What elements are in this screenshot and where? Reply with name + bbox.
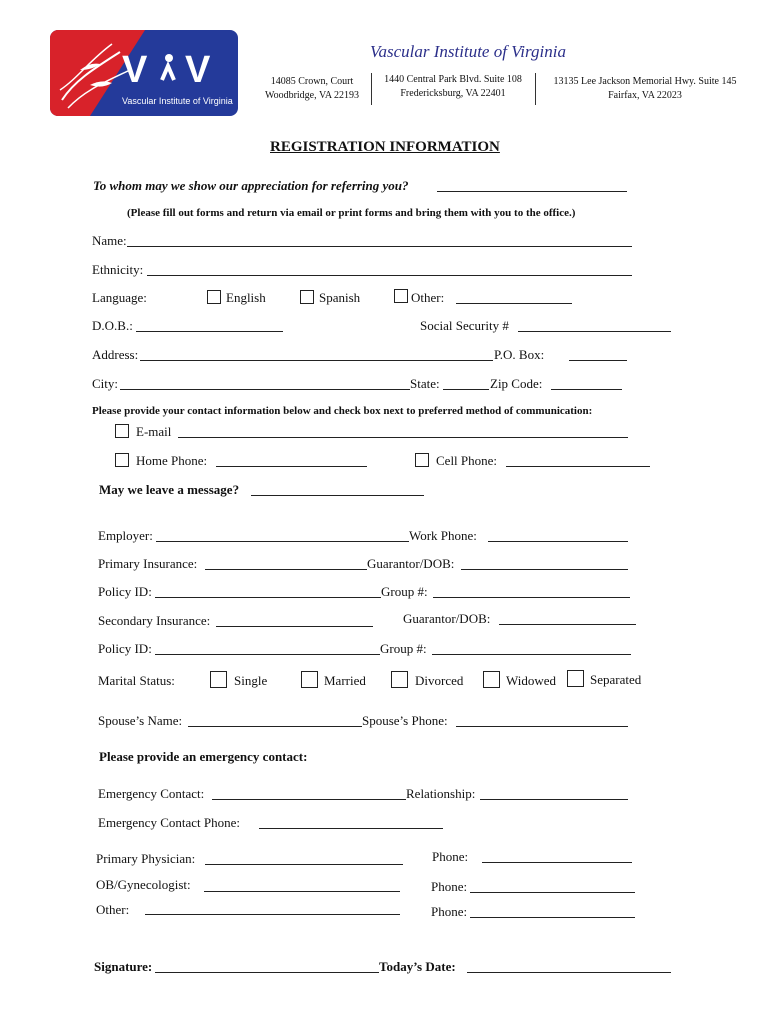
other-physician-field[interactable] bbox=[145, 914, 400, 915]
state-field[interactable] bbox=[443, 389, 489, 390]
group-label: Group #: bbox=[381, 584, 428, 599]
emergency-phone-label: Emergency Contact Phone: bbox=[98, 815, 241, 830]
divorced-checkbox[interactable] bbox=[391, 671, 408, 688]
spouse-phone-label: Spouse’s Phone: bbox=[362, 713, 448, 728]
guarantor-dob-label: Guarantor/DOB: bbox=[367, 556, 455, 571]
ssn-field[interactable] bbox=[518, 331, 671, 332]
other-physician-label: Other: bbox=[96, 902, 130, 917]
svg-text:V: V bbox=[185, 49, 211, 91]
other-language-checkbox[interactable] bbox=[394, 289, 408, 303]
other-language-label: Other: bbox=[411, 290, 445, 305]
state-label: State: bbox=[410, 376, 440, 391]
address-fairfax bbox=[540, 75, 750, 103]
separated-checkbox[interactable] bbox=[567, 670, 584, 687]
spouse-phone-field[interactable] bbox=[456, 726, 628, 727]
guarantor-dob2-field[interactable] bbox=[499, 624, 636, 625]
cell-phone-field[interactable] bbox=[506, 466, 650, 467]
guarantor-dob2-label: Guarantor/DOB: bbox=[403, 611, 491, 626]
work-phone-label: Work Phone: bbox=[409, 528, 477, 543]
obgyn-label: OB/Gynecologist: bbox=[96, 877, 191, 892]
other-physician-phone-label: Phone: bbox=[431, 904, 468, 919]
dob-field[interactable] bbox=[136, 331, 283, 332]
zip-label: Zip Code: bbox=[490, 376, 543, 391]
obgyn-field[interactable] bbox=[204, 891, 400, 892]
spouse-name-label: Spouse’s Name: bbox=[98, 713, 183, 728]
primary-physician-label: Primary Physician: bbox=[96, 851, 196, 866]
zip-field[interactable] bbox=[551, 389, 622, 390]
cell-phone-checkbox[interactable] bbox=[415, 453, 429, 467]
email-checkbox[interactable] bbox=[115, 424, 129, 438]
primary-insurance-label: Primary Insurance: bbox=[98, 556, 198, 571]
divider bbox=[371, 73, 372, 105]
employer-label: Employer: bbox=[98, 528, 153, 543]
obgyn-phone-label: Phone: bbox=[431, 879, 468, 894]
po-box-label: P.O. Box: bbox=[494, 347, 545, 362]
language-label: Language: bbox=[92, 290, 147, 305]
marital-status-label: Marital Status: bbox=[98, 673, 175, 688]
city-field[interactable] bbox=[120, 389, 410, 390]
signature-label: Signature: bbox=[94, 959, 153, 974]
widowed-checkbox[interactable] bbox=[483, 671, 500, 688]
married-label: Married bbox=[324, 673, 366, 688]
ssn-label: Social Security # bbox=[420, 318, 509, 333]
institute-name: Vascular Institute of Virginia bbox=[370, 42, 566, 61]
single-label: Single bbox=[234, 673, 268, 688]
ethnicity-label: Ethnicity: bbox=[92, 262, 144, 277]
policy-id-label: Policy ID: bbox=[98, 584, 152, 599]
spouse-name-field[interactable] bbox=[188, 726, 362, 727]
home-phone-label: Home Phone: bbox=[136, 453, 208, 468]
referral-field[interactable] bbox=[437, 191, 627, 192]
address-line: Fredericksburg, VA 22401 bbox=[400, 88, 506, 99]
secondary-insurance-label: Secondary Insurance: bbox=[98, 613, 211, 628]
spanish-checkbox[interactable] bbox=[300, 290, 314, 304]
address-label: Address: bbox=[92, 347, 139, 362]
divorced-label: Divorced bbox=[415, 673, 464, 688]
primary-physician-phone-label: Phone: bbox=[432, 849, 469, 864]
spanish-label: Spanish bbox=[319, 290, 361, 305]
todays-date-field[interactable] bbox=[467, 972, 671, 973]
primary-insurance-field[interactable] bbox=[205, 569, 367, 570]
primary-physician-phone-field[interactable] bbox=[482, 862, 632, 863]
separated-label: Separated bbox=[590, 672, 642, 687]
referral-question: To whom may we show our appreciation for referring you? bbox=[93, 178, 409, 193]
message-question: May we leave a message? bbox=[99, 482, 240, 497]
email-field[interactable] bbox=[178, 437, 628, 438]
email-label: E-mail bbox=[136, 424, 172, 439]
name-label: Name: bbox=[92, 233, 127, 248]
todays-date-label: Today’s Date: bbox=[379, 959, 456, 974]
instructions: (Please fill out forms and return via email or print forms and bring them with you to the office.) bbox=[127, 207, 576, 219]
widowed-label: Widowed bbox=[506, 673, 557, 688]
address-line: Woodbridge, VA 22193 bbox=[264, 90, 360, 101]
address-line: 14085 Crown, Court bbox=[270, 76, 354, 87]
relationship-field[interactable] bbox=[480, 799, 628, 800]
address-woodbridge bbox=[252, 75, 372, 103]
emergency-heading: Please provide an emergency contact: bbox=[99, 749, 308, 764]
address-line: Fairfax, VA 22023 bbox=[608, 90, 682, 101]
single-checkbox[interactable] bbox=[210, 671, 227, 688]
obgyn-phone-field[interactable] bbox=[470, 892, 635, 893]
address-field[interactable] bbox=[140, 360, 493, 361]
divider bbox=[535, 73, 536, 105]
home-phone-checkbox[interactable] bbox=[115, 453, 129, 467]
name-field[interactable] bbox=[127, 246, 632, 247]
english-checkbox[interactable] bbox=[207, 290, 221, 304]
address-line: 13135 Lee Jackson Memorial Hwy. Suite 145 bbox=[553, 76, 737, 87]
po-box-field[interactable] bbox=[569, 360, 627, 361]
logo-caption: Vascular Institute of Virginia bbox=[122, 96, 233, 106]
emergency-contact-field[interactable] bbox=[212, 799, 406, 800]
secondary-insurance-field[interactable] bbox=[216, 626, 373, 627]
relationship-label: Relationship: bbox=[406, 786, 476, 801]
emergency-contact-label: Emergency Contact: bbox=[98, 786, 205, 801]
page-title: REGISTRATION INFORMATION bbox=[270, 139, 500, 155]
emergency-phone-field[interactable] bbox=[259, 828, 443, 829]
group2-label: Group #: bbox=[380, 641, 427, 656]
other-physician-phone-field[interactable] bbox=[470, 917, 635, 918]
city-label: City: bbox=[92, 376, 119, 391]
signature-field[interactable] bbox=[155, 972, 379, 973]
svg-text:V: V bbox=[122, 49, 148, 91]
group-field[interactable] bbox=[433, 597, 630, 598]
married-checkbox[interactable] bbox=[301, 671, 318, 688]
message-field[interactable] bbox=[251, 495, 424, 496]
english-label: English bbox=[226, 290, 266, 305]
primary-physician-field[interactable] bbox=[205, 864, 403, 865]
dob-label: D.O.B.: bbox=[92, 318, 133, 333]
address-line: 1440 Central Park Blvd. Suite 108 bbox=[384, 74, 522, 85]
home-phone-field[interactable] bbox=[216, 466, 367, 467]
ethnicity-field[interactable] bbox=[147, 275, 632, 276]
guarantor-dob-field[interactable] bbox=[461, 569, 628, 570]
work-phone-field[interactable] bbox=[488, 541, 628, 542]
policy-id2-field[interactable] bbox=[155, 654, 380, 655]
other-language-field[interactable] bbox=[456, 303, 572, 304]
logo bbox=[50, 30, 238, 116]
cell-phone-label: Cell Phone: bbox=[436, 453, 498, 468]
address-fredericksburg bbox=[373, 73, 533, 101]
group2-field[interactable] bbox=[432, 654, 631, 655]
contact-heading: Please provide your contact information below and check box next to preferred method of communication: bbox=[92, 405, 593, 417]
policy-id-field[interactable] bbox=[155, 597, 381, 598]
employer-field[interactable] bbox=[156, 541, 409, 542]
policy-id2-label: Policy ID: bbox=[98, 641, 152, 656]
